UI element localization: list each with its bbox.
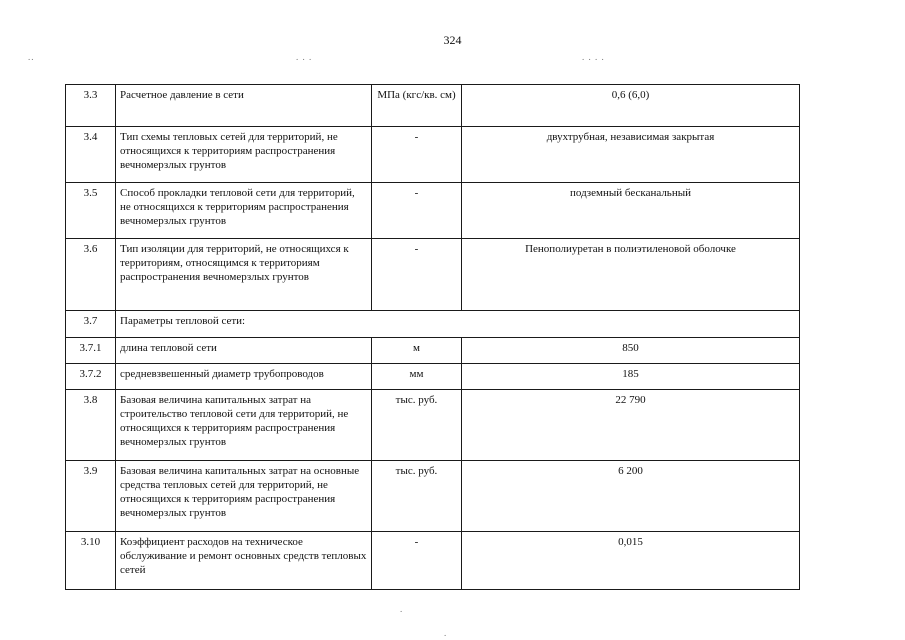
row-parameter: Параметры тепловой сети: xyxy=(116,311,800,338)
row-value: 185 xyxy=(462,364,800,390)
row-unit: - xyxy=(372,183,462,239)
row-number: 3.6 xyxy=(66,239,116,311)
table-row xyxy=(66,532,800,590)
row-parameter: Тип изоляции для территорий, не относящихся к территориям, относящимся к территориям распространения вечномерзлых грунтов xyxy=(116,239,372,311)
row-value: 0,6 (6,0) xyxy=(462,85,800,127)
row-parameter: Способ прокладки тепловой сети для территорий, не относящихся к территориям распространения вечномерзлых грунтов xyxy=(116,183,372,239)
scan-artifact: . . . xyxy=(296,52,313,62)
row-value: двухтрубная, независимая закрытая xyxy=(462,127,800,183)
row-parameter: Тип схемы тепловых сетей для территорий, не относящихся к территориям распространения вечномерзлых грунтов xyxy=(116,127,372,183)
row-parameter: Базовая величина капитальных затрат на строительство тепловой сети для территорий, не относящихся к территориям распространения вечномерзлых грунтов xyxy=(116,390,372,461)
table-row xyxy=(66,390,800,461)
row-number: 3.9 xyxy=(66,461,116,532)
table-row xyxy=(66,311,800,338)
row-unit: м xyxy=(372,338,462,364)
row-number: 3.5 xyxy=(66,183,116,239)
scan-artifact: . xyxy=(400,604,404,614)
row-parameter: средневзвешенный диаметр трубопроводов xyxy=(116,364,372,390)
table-row xyxy=(66,364,800,390)
row-number: 3.7.2 xyxy=(66,364,116,390)
row-value: подземный бесканальный xyxy=(462,183,800,239)
row-number: 3.3 xyxy=(66,85,116,127)
row-unit: мм xyxy=(372,364,462,390)
row-parameter: длина тепловой сети xyxy=(116,338,372,364)
row-value: 22 790 xyxy=(462,390,800,461)
row-number: 3.7.1 xyxy=(66,338,116,364)
table-row xyxy=(66,239,800,311)
table-row xyxy=(66,461,800,532)
scan-artifact: . . . . xyxy=(582,52,605,62)
table-row xyxy=(66,85,800,127)
row-value: Пенополиуретан в полиэтиленовой оболочке xyxy=(462,239,800,311)
row-unit: тыс. руб. xyxy=(372,461,462,532)
row-unit: - xyxy=(372,532,462,590)
parameters-table xyxy=(65,84,800,590)
row-number: 3.10 xyxy=(66,532,116,590)
row-value: 850 xyxy=(462,338,800,364)
row-unit: - xyxy=(372,127,462,183)
row-number: 3.8 xyxy=(66,390,116,461)
row-unit: тыс. руб. xyxy=(372,390,462,461)
table-row xyxy=(66,127,800,183)
row-number: 3.7 xyxy=(66,311,116,338)
row-unit: - xyxy=(372,239,462,311)
row-parameter: Базовая величина капитальных затрат на основные средства тепловых сетей для территорий, не относящихся к территориям распространения вечномерзлых грунтов xyxy=(116,461,372,532)
row-value: 6 200 xyxy=(462,461,800,532)
table-row xyxy=(66,183,800,239)
row-unit: МПа (кгс/кв. см) xyxy=(372,85,462,127)
row-value: 0,015 xyxy=(462,532,800,590)
row-parameter: Коэффициент расходов на техническое обслуживание и ремонт основных средств тепловых сетей xyxy=(116,532,372,590)
page-number: 324 xyxy=(443,33,462,47)
table-row xyxy=(66,338,800,364)
row-parameter: Расчетное давление в сети xyxy=(116,85,372,127)
scan-artifact: .. xyxy=(28,52,35,62)
row-number: 3.4 xyxy=(66,127,116,183)
scan-artifact: . xyxy=(444,628,448,638)
